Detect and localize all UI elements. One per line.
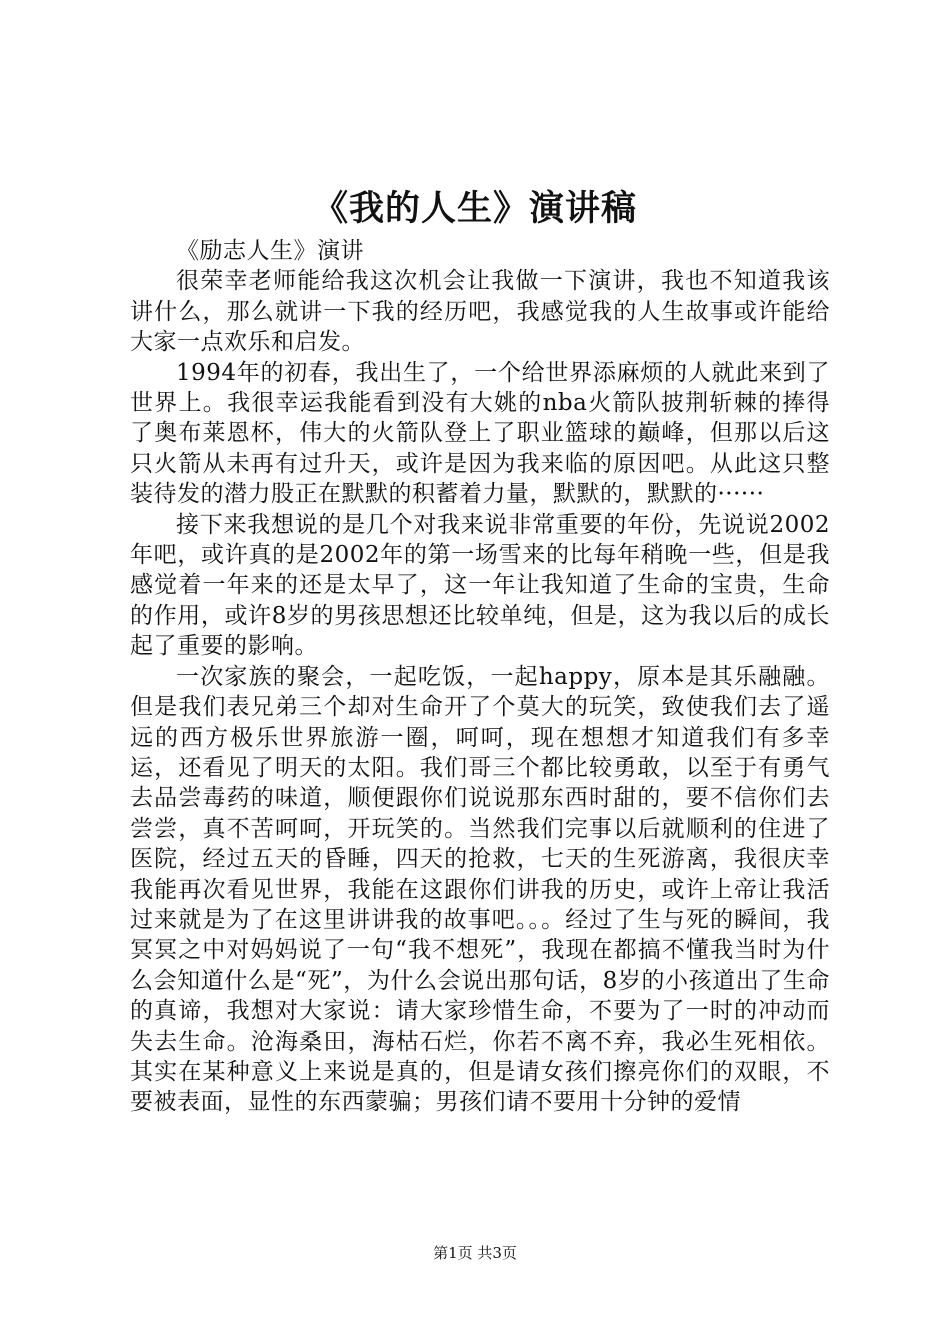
paragraph-year-2002: 接下来我想说的是几个对我来说非常重要的年份，先说说2002年吧，或许真的是2002年的第一场雪来的比每年稍晚一些，但是我感觉着一年来的还是太早了，这一年让我知道了生命的宝贵，生命的作用，或许8岁的男孩思想还比较单纯，但是，这为我以后的成长起了重要的影响。 [130, 511, 830, 660]
paragraph-family-gathering: 一次家族的聚会，一起吃饭，一起happy，原本是其乐融融。但是我们表兄弟三个却对生命开了个莫大的玩笑，致使我们去了遥远的西方极乐世界旅游一圈，呵呵，现在想想才知道我们有多幸运，还看见了明天的太阳。我们哥三个都比较勇敢，以至于有勇气去品尝毒药的味道，顺便跟你们说说那东西时甜的，要不信你们去尝尝，真不苦呵呵，开玩笑的。当然我们完事以后就顺利的住进了医院，经过五天的昏睡，四天的抢救，七天的生死游离，我很庆幸我能再次看见世界，我能在这跟你们讲我的历史，或许上帝让我活过来就是为了在这里讲讲我的故事吧。。。经过了生与死的瞬间，我冥冥之中对妈妈说了一句“我不想死”，我现在都搞不懂我当时为什么会知道什么是“死”，为什么会说出那句话，8岁的小孩道出了生命的真谛，我想对大家说：请大家珍惜生命，不要为了一时的冲动而失去生命。沧海桑田，海枯石烂，你若不离不弃，我必生死相依。其实在某种意义上来说是真的，但是请女孩们擦亮你们的双眼，不要被表面，显性的东西蒙骗；男孩们请不要用十分钟的爱情 [130, 663, 830, 1116]
page-footer: 第1页 共3页 [433, 1244, 517, 1262]
paragraph-subtitle: 《励志人生》演讲 [176, 238, 364, 264]
document-body [130, 236, 830, 1118]
paragraph-birth: 1994年的初春，我出生了，一个给世界添麻烦的人就此来到了世界上。我很幸运我能看到没有大姚的nba火箭队披荆斩棘的捧得了奥布莱恩杯，伟大的火箭队登上了职业篮球的巅峰，但那以后这只火箭从未再有过升天，或许是因为我来临的原因吧。从此这只整装待发的潜力股正在默默的积蓄着力量，默默的，默默的······ [130, 359, 830, 508]
document-title: 《我的人生》演讲稿 [312, 188, 637, 229]
paragraph-introduction: 很荣幸老师能给我这次机会让我做一下演讲，我也不知道我该讲什么，那么就讲一下我的经历吧，我感觉我的人生故事或许能给大家一点欢乐和启发。 [130, 268, 830, 356]
